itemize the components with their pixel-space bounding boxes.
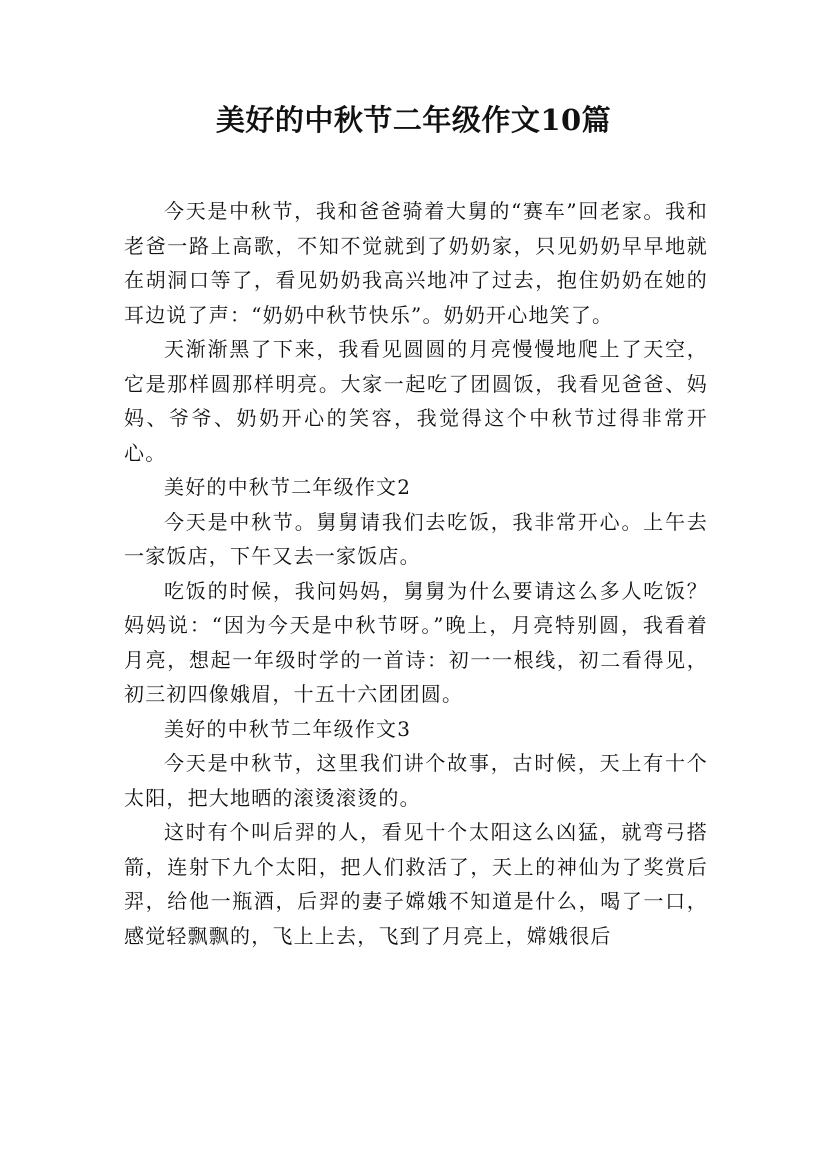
paragraph: 天渐渐黑了下来，我看见圆圆的月亮慢慢地爬上了天空，它是那样圆那样明亮。大家一起吃了团圆饭，我看见爸爸、妈妈、爷爷、奶奶开心的笑容，我觉得这个中秋节过得非常开心。 bbox=[124, 337, 708, 465]
paragraph: 今天是中秋节。舅舅请我们去吃饭，我非常开心。上午去一家饭店，下午又去一家饭店。 bbox=[124, 509, 708, 568]
paragraph: 今天是中秋节，我和爸爸骑着大舅的“赛车”回老家。我和老爸一路上高歌，不知不觉就到了奶奶家，只见奶奶早早地就在胡洞口等了，看见奶奶我高兴地冲了过去，抱住奶奶在她的耳边说了声：“奶奶中秋节快乐”。奶奶开心地笑了。 bbox=[124, 199, 708, 327]
section-heading: 美好的中秋节二年级作文2 bbox=[164, 475, 412, 499]
document-title: 美好的中秋节二年级作文10篇 bbox=[215, 103, 612, 137]
paragraph: 吃饭的时候，我问妈妈，舅舅为什么要请这么多人吃饭？妈妈说：“因为今天是中秋节呀。”晚上，月亮特别圆，我看着月亮，想起一年级时学的一首诗：初一一根线，初二看得见，初三初四像娥眉，十五十六团团圆。 bbox=[124, 578, 708, 706]
document-body bbox=[124, 194, 708, 953]
paragraph: 今天是中秋节，这里我们讲个故事，古时候，天上有十个太阳，把大地晒的滚烫滚烫的。 bbox=[124, 751, 708, 810]
paragraph: 这时有个叫后羿的人，看见十个太阳这么凶猛，就弯弓搭箭，连射下九个太阳，把人们救活了，天上的神仙为了奖赏后羿，给他一瓶酒，后羿的妻子嫦娥不知道是什么，喝了一口，感觉轻飘飘的，飞上上去，飞到了月亮上，嫦娥很后 bbox=[124, 820, 708, 948]
section-heading: 美好的中秋节二年级作文3 bbox=[164, 716, 412, 741]
